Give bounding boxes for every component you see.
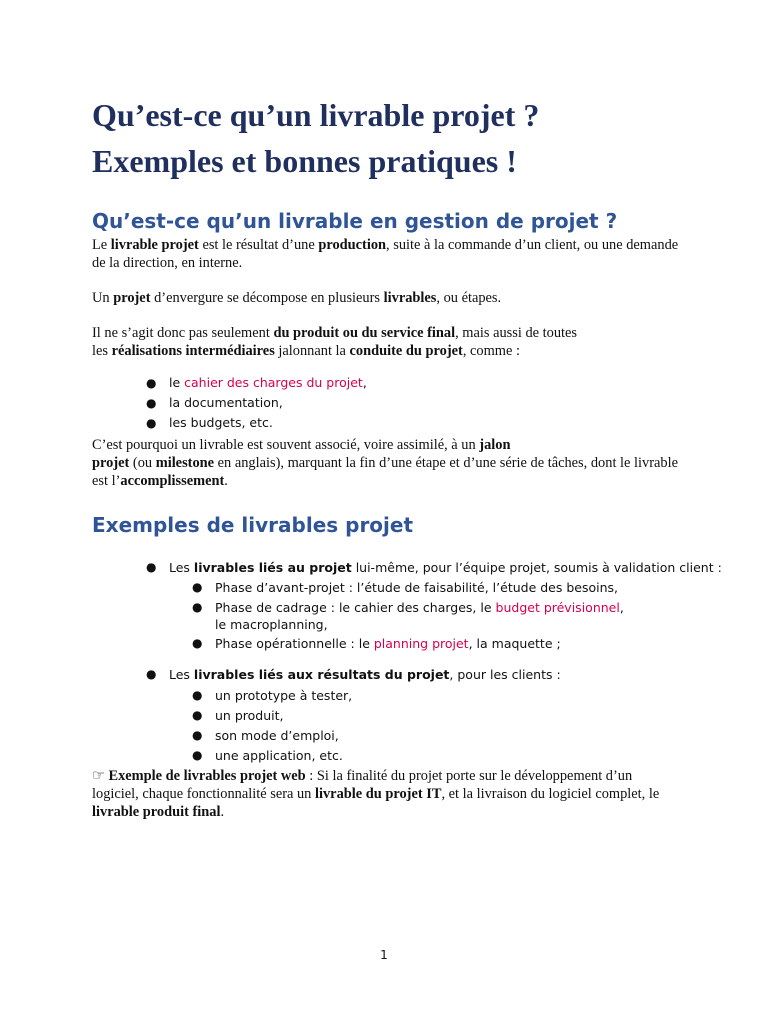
list-item: ● le cahier des charges du projet, — [146, 375, 367, 390]
bullet-icon: ● — [146, 396, 157, 410]
paragraph-intermediate: Il ne s’agit donc pas seulement du produit ou du service final, mais aussi de toutes les réalisations intermédiaires jalonnant la conduite du projet, comme : — [92, 325, 577, 359]
bullet-icon: ● — [192, 748, 203, 762]
section-heading-definition: Qu’est-ce qu’un livrable en gestion de projet ? — [92, 209, 618, 233]
list-item: ● Les livrables liés au projet lui-même, pour l’équipe projet, soumis à validation client : — [146, 560, 722, 575]
sub-list — [192, 635, 635, 652]
sub-list — [192, 599, 635, 633]
title-line-1: Qu’est-ce qu’un livrable projet ? — [92, 97, 540, 133]
bullet-icon: ● — [146, 560, 157, 574]
project-deliverables-bullet — [146, 559, 722, 576]
bullet-icon: ● — [146, 667, 157, 681]
bullet-icon: ● — [192, 600, 203, 614]
bullet-icon: ● — [192, 688, 203, 702]
list-item: ● la documentation, — [146, 395, 283, 410]
sub-list-item: ● Phase d’avant-projet : l’étude de faisabilité, l’étude des besoins, — [192, 580, 619, 595]
bullet-icon: ● — [192, 708, 203, 722]
paragraph-decomposition: Un projet d’envergure se décompose en plusieurs livrables, ou étapes. — [92, 290, 502, 306]
sub-list-item: ● son mode d’emploi, — [192, 728, 339, 743]
bullet-icon: ● — [146, 416, 157, 430]
bullet-icon: ● — [192, 636, 203, 650]
sub-list-item: ● un prototype à tester, — [192, 688, 353, 703]
section-heading-examples: Exemples de livrables projet — [92, 513, 414, 537]
bullet-icon: ● — [192, 728, 203, 742]
link-planning-projet[interactable]: planning projet — [373, 636, 469, 651]
intermediate-deliverables-list — [146, 375, 367, 435]
bullet-icon: ● — [146, 376, 157, 390]
page-title — [92, 92, 712, 184]
sub-list — [192, 747, 635, 764]
title-line-2: Exemples et bonnes pratiques ! — [92, 143, 517, 179]
sub-list — [192, 727, 635, 744]
paragraph-milestone: C’est pourquoi un livrable est souvent associé, voire assimilé, à un jalon projet (ou milestone en anglais), marquant la fin d’une étape et d’une série de tâches, dont le livrable est l’accomplissement. — [92, 437, 678, 489]
bullet-icon: ● — [192, 580, 203, 594]
pointing-hand-icon: ☞ — [92, 768, 105, 784]
paragraph-definition: Le livrable projet est le résultat d’une production, suite à la commande d’un client, ou une demande de la direction, en interne. — [92, 237, 679, 271]
link-cahier-des-charges[interactable]: cahier des charges du projet — [184, 375, 363, 390]
result-deliverables-bullet — [146, 666, 561, 683]
sub-list-item: ● un produit, — [192, 708, 284, 723]
sub-list-item: ● une application, etc. — [192, 748, 343, 763]
page-number: 1 — [380, 948, 388, 962]
paragraph-web-example: ☞ Exemple de livrables projet web : Si la finalité du projet porte sur le développement d’un logiciel, chaque fonctionnalité sera un livrable du projet IT, et la livraison du logiciel complet, le livrable produit final. — [92, 768, 660, 820]
sub-list-item: ● Phase de cadrage : le cahier des charges, le budget prévisionnel, le macroplanning, — [192, 600, 624, 632]
link-budget-previsionnel[interactable]: budget prévisionnel — [495, 600, 620, 615]
sub-list — [192, 579, 635, 596]
sub-list — [192, 707, 635, 724]
list-item: ● Les livrables liés aux résultats du projet, pour les clients : — [146, 667, 561, 682]
list-item: ● les budgets, etc. — [146, 415, 273, 430]
sub-list-item: ● Phase opérationnelle : le planning projet, la maquette ; — [192, 636, 561, 651]
sub-list — [192, 687, 635, 704]
